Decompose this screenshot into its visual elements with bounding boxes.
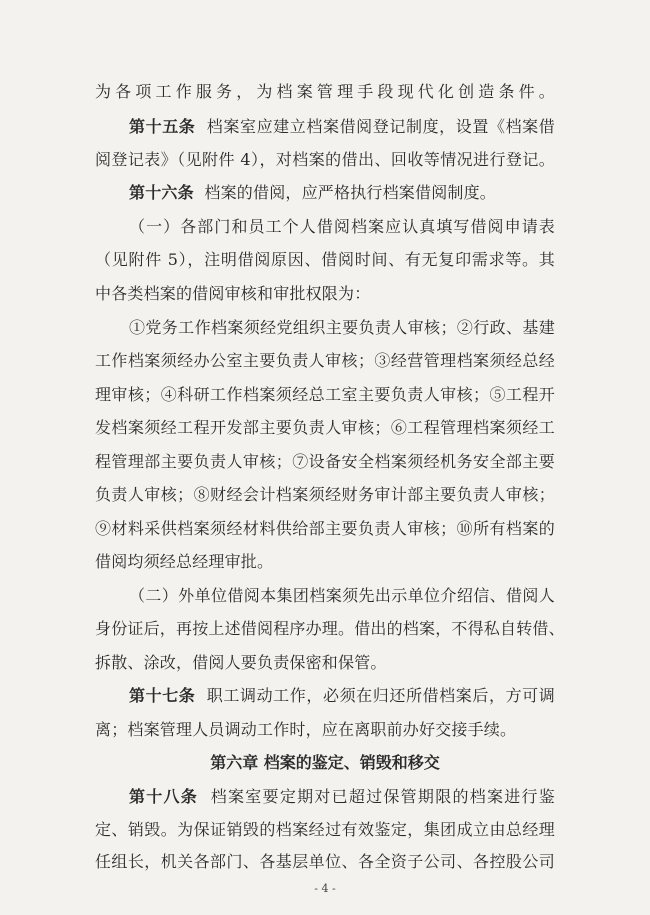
clause-1-line-1: （一）各部门和员工个人借阅档案应认真填写借阅申请表 <box>129 217 555 236</box>
text-line-1: 为各项工作服务，为档案管理手段现代化创造条件。 <box>95 82 555 101</box>
article-17-text: 职工调动工作，必须在归还所借档案后，方可调 <box>206 686 555 705</box>
approval-line-7: ⑨材料采供档案须经材料供给部主要负责人审核；⑩所有档案的 <box>95 519 555 538</box>
approval-line-8: 借阅均须经总经理审批。 <box>95 552 274 571</box>
article-18-line-2: 定、销毁。为保证销毁的档案经过有效鉴定，集团成立由总经理 <box>95 820 555 839</box>
article-15-text: 档案室应建立档案借阅登记制度，设置《档案借 <box>206 117 555 136</box>
article-15-heading: 第十五条 <box>129 117 196 136</box>
article-18-heading: 第十八条 <box>129 787 199 806</box>
approval-line-5: 程管理部主要负责人审核；⑦设备安全档案须经机务安全部主要 <box>95 452 555 471</box>
article-17-line-2: 离；档案管理人员调动工作时，应在离职前办好交接手续。 <box>95 720 517 739</box>
article-18-line-1 <box>129 787 555 807</box>
clause-1-line-3: 中各类档案的借阅审核和审批权限为： <box>95 284 371 303</box>
page-number: - 4 - <box>314 882 336 895</box>
article-15-line-2: 阅登记表》（见附件 4），对档案的借出、回收等情况进行登记。 <box>95 150 555 169</box>
clause-2-line-2: 身份证后，再按上述借阅程序办理。借出的档案，不得私自转借、 <box>95 619 565 638</box>
article-16-heading: 第十六条 <box>129 183 194 202</box>
chapter-6-heading: 第六章 档案的鉴定、销毁和移交 <box>210 753 440 772</box>
article-18-text: 档案室要定期对已超过保管期限的档案进行鉴 <box>210 787 555 806</box>
article-17-line-1 <box>129 686 555 706</box>
clause-2-line-1: （二）外单位借阅本集团档案须先出示单位介绍信、借阅人 <box>129 586 555 605</box>
approval-line-4: 发档案须经工程开发部主要负责人审核；⑥工程管理档案须经工 <box>95 418 555 437</box>
approval-line-6: 负责人审核；⑧财经会计档案须经财务审计部主要负责人审核； <box>95 485 555 504</box>
article-18-line-3: 任组长，机关各部门、各基层单位、各全资子公司、各控股公司 <box>95 852 555 871</box>
article-16-line-1 <box>129 183 555 203</box>
approval-line-2: 工作档案须经办公室主要负责人审核；③经营管理档案须经总经 <box>95 351 555 370</box>
article-17-heading: 第十七条 <box>129 686 196 705</box>
article-15-line-1 <box>129 117 555 137</box>
approval-line-3: 理审核；④科研工作档案须经总工室主要负责人审核；⑤工程开 <box>95 385 555 404</box>
clause-2-line-3: 拆散、涂改，借阅人要负责保密和保管。 <box>95 653 387 672</box>
article-16-text: 档案的借阅，应严格执行档案借阅制度。 <box>204 183 496 202</box>
approval-line-1: ①党务工作档案须经党组织主要负责人审核；②行政、基建 <box>129 318 555 337</box>
clause-1-line-2: （见附件 5），注明借阅原因、借阅时间、有无复印需求等。其 <box>95 250 555 269</box>
